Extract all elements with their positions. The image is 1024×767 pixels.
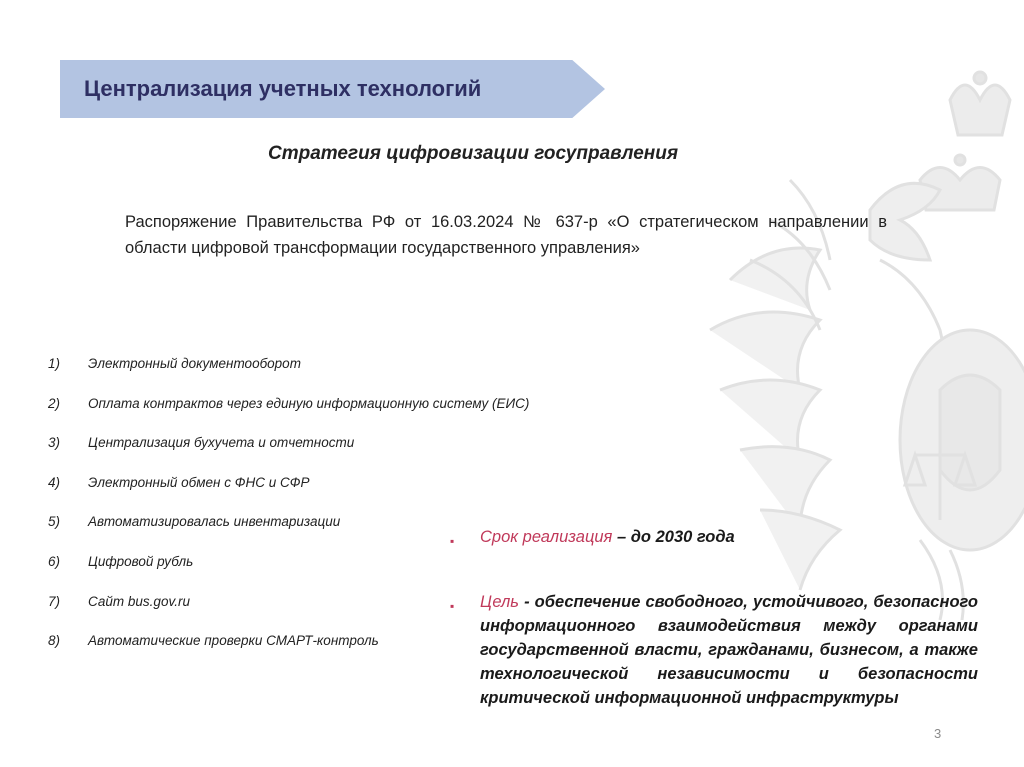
list-item-number: 3) xyxy=(48,435,61,451)
period-row xyxy=(450,526,1010,552)
list-item-number: 6) xyxy=(48,553,61,569)
list-item xyxy=(48,396,628,436)
list-item xyxy=(48,475,628,515)
list-item-text: Централизация бухучета и отчетности xyxy=(88,435,355,451)
list-item-text: Автоматизировалась инвентаризации xyxy=(88,514,341,530)
period-label: Срок реализация xyxy=(480,528,613,546)
list-item-number: 7) xyxy=(48,593,61,609)
list-item-number: 5) xyxy=(48,514,61,530)
goal-separator: - xyxy=(518,593,535,611)
list-item-number: 4) xyxy=(48,474,61,490)
list-item-number: 8) xyxy=(48,633,61,649)
list-item xyxy=(48,356,628,396)
decree-text: Распоряжение Правительства РФ от 16.03.2024 № 637-р «О стратегическом направлении в области цифровой трансформации государственного управления» xyxy=(125,213,887,257)
list-item-number: 1) xyxy=(48,356,61,371)
list-item-text: Сайт bus.gov.ru xyxy=(88,593,190,609)
page-number: 3 xyxy=(934,726,942,741)
goal-text xyxy=(480,590,978,710)
goal-label: Цель xyxy=(480,593,519,611)
list-item xyxy=(48,435,628,475)
strategy-details xyxy=(450,526,1010,710)
list-item-text: Автоматические проверки СМАРТ-контроль xyxy=(88,633,379,649)
list-item-text: Электронный документооборот xyxy=(88,356,301,371)
section-subtitle: Стратегия цифровизации госуправления xyxy=(268,143,679,164)
list-item-number: 2) xyxy=(48,395,61,411)
list-item-text: Электронный обмен с ФНС и СФР xyxy=(88,474,310,490)
square-bullet-icon: ▪ xyxy=(450,534,455,548)
list-item-text: Цифровой рубль xyxy=(88,553,194,569)
list-item-text: Оплата контрактов через единую информационную систему (ЕИС) xyxy=(88,395,530,411)
period-separator: – xyxy=(612,528,631,546)
goal-value: обеспечение свободного, устойчивого, безопасного информационного взаимодействия между органами государственной власти, гражданами, бизнесом, а также технологической независимости и безопасности критической информационной инфраструктуры xyxy=(480,593,978,707)
period-value: до 2030 года xyxy=(630,528,735,546)
page-title: Централизация учетных технологий xyxy=(84,76,482,101)
square-bullet-icon: ▪ xyxy=(450,599,455,613)
period-text xyxy=(480,526,735,548)
goal-row xyxy=(450,590,978,710)
